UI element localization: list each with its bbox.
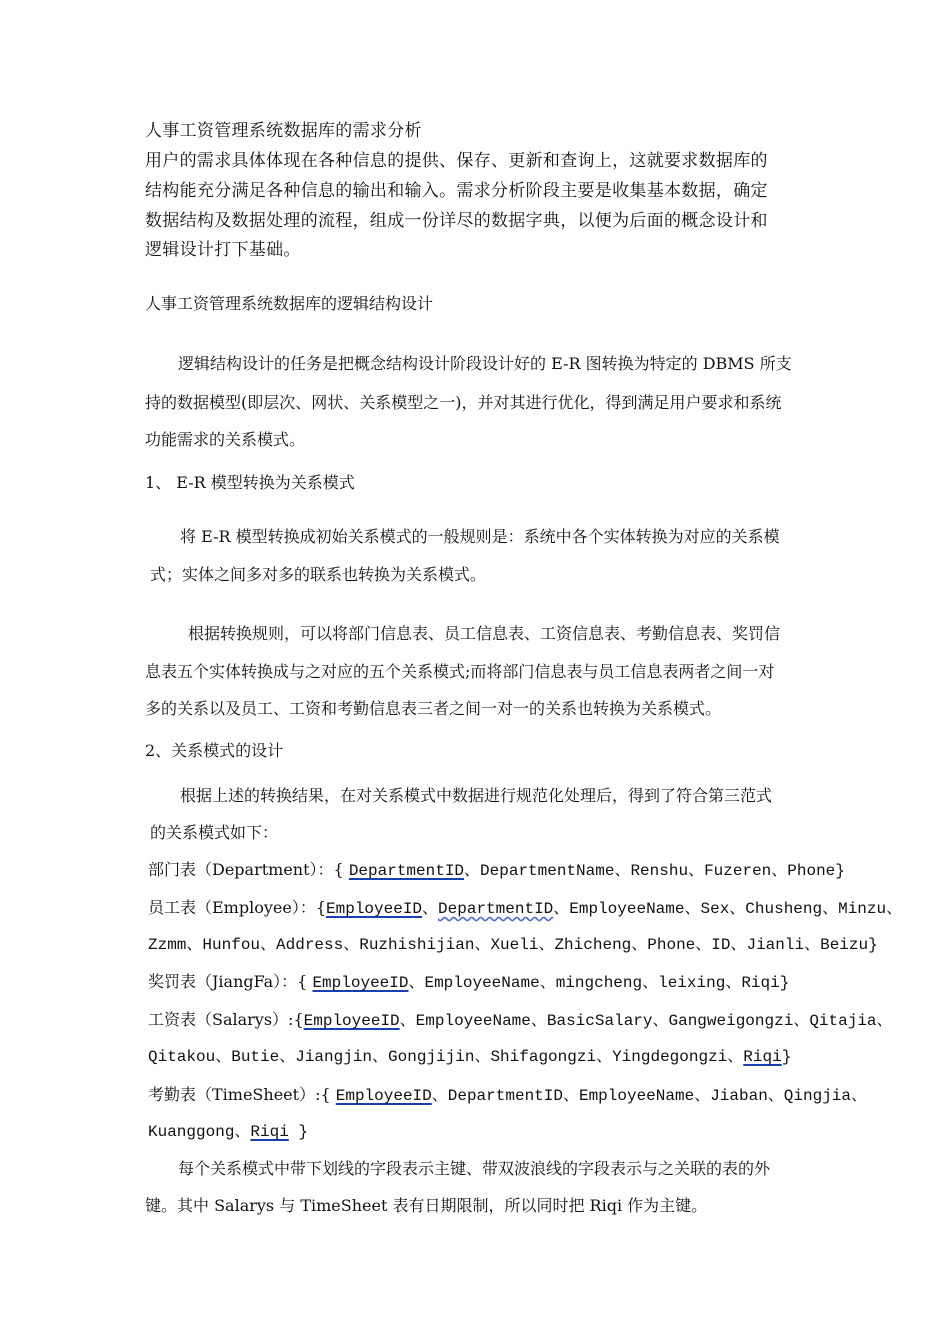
schema-department (148, 860, 845, 881)
intro-line: 功能需求的关系模式。 (145, 430, 306, 449)
intro-line: 持的数据模型(即层次、网状、关系模型之一)，并对其进行优化，得到满足用户要求和系统 (145, 393, 782, 412)
schema-close: } (781, 1048, 792, 1066)
schema-fields: 、EmployeeName、Sex、Chusheng、Minzu、 (553, 900, 903, 918)
rule-line: 将 E-R 模型转换成初始关系模式的一般规则是：系统中各个实体转换为对应的关系模 (180, 527, 780, 546)
schema-prefix: 考勤表（TimeSheet）:{ (148, 1085, 336, 1104)
conversion-line: 息表五个实体转换成与之对应的五个关系模式;而将部门信息表与员工信息表两者之间一对 (145, 662, 775, 681)
schema-timesheet-continued (148, 1122, 308, 1142)
design-intro-line: 根据上述的转换结果，在对关系模式中数据进行规范化处理后，得到了符合第三范式 (180, 786, 773, 805)
schema-timesheet (148, 1085, 867, 1106)
rule-line: 式；实体之间多对多的联系也转换为关系模式。 (150, 565, 487, 584)
section1-line: 数据结构及数据处理的流程，组成一份详尽的数据字典，以便为后面的概念设计和 (145, 211, 768, 231)
intro-line: 逻辑结构设计的任务是把概念结构设计阶段设计好的 E-R 图转换为特定的 DBMS 所支 (178, 354, 792, 373)
schema-salarys-continued (148, 1047, 791, 1067)
section1-line: 结构能充分满足各种信息的输出和输入。需求分析阶段主要是收集基本数据，确定 (145, 181, 768, 201)
notes-line: 键。其中 Salarys 与 TimeSheet 表有日期限制，所以同时把 Riqi 作为主键。 (145, 1196, 708, 1215)
primary-key-field: Riqi (743, 1048, 782, 1066)
schema-prefix: 奖罚表（JiangFa）：{ (148, 972, 313, 991)
section1-title: 人事工资管理系统数据库的需求分析 (145, 121, 422, 141)
schema-fields: Kuanggong、 (148, 1123, 251, 1141)
primary-key-field: EmployeeID (312, 974, 409, 992)
section1-line: 逻辑设计打下基础。 (145, 240, 301, 260)
schema-fields: 、EmployeeName、BasicSalary、Gangweigongzi、Qitajia、 (399, 1012, 893, 1030)
separator: 、 (422, 900, 439, 918)
section1-line: 用户的需求具体体现在各种信息的提供、保存、更新和查询上，这就要求数据库的 (145, 151, 768, 171)
notes-line: 每个关系模式中带下划线的字段表示主键、带双波浪线的字段表示与之关联的表的外 (178, 1159, 771, 1178)
primary-key-field: EmployeeID (303, 1012, 400, 1030)
schema-fields: 、DepartmentID、EmployeeName、Jiaban、Qingjia、 (431, 1087, 868, 1105)
schema-employee-continued: Zzmm、Hunfou、Address、Ruzhishijian、Xueli、Zhicheng、Phone、ID、Jianli、Beizu} (148, 936, 878, 954)
conversion-line: 多的关系以及员工、工资和考勤信息表三者之间一对一的关系也转换为关系模式。 (145, 699, 722, 718)
schema-salarys (148, 1010, 893, 1031)
design-intro-line: 的关系模式如下： (150, 823, 279, 842)
section2-title: 人事工资管理系统数据库的逻辑结构设计 (145, 294, 434, 313)
schema-fields: Qitakou、Butie、Jiangjin、Gongjijin、Shifagongzi、Yingdegongzi、 (148, 1048, 744, 1066)
schema-jiangfa (148, 972, 789, 993)
schema-prefix: 工资表（Salarys）:{ (148, 1010, 304, 1029)
schema-prefix: 员工表（Employee）：{ (148, 898, 327, 917)
primary-key-field: DepartmentID (348, 862, 465, 880)
schema-fields: 、DepartmentName、Renshu、Fuzeren、Phone} (464, 862, 845, 880)
schema-prefix: 部门表（Department）：{ (148, 860, 349, 879)
heading-schema-design: 2、关系模式的设计 (145, 741, 284, 760)
schema-fields: 、EmployeeName、mingcheng、leixing、Riqi} (408, 974, 790, 992)
primary-key-field: EmployeeID (326, 900, 423, 918)
schema-close: } (288, 1123, 309, 1141)
primary-key-field: EmployeeID (335, 1087, 432, 1105)
heading-er-conversion: 1、 E-R 模型转换为关系模式 (145, 473, 355, 492)
foreign-key-field: DepartmentID (438, 900, 554, 918)
conversion-line: 根据转换规则，可以将部门信息表、员工信息表、工资信息表、考勤信息表、奖罚信 (188, 624, 781, 643)
schema-employee (148, 898, 902, 919)
primary-key-field: Riqi (250, 1123, 289, 1141)
